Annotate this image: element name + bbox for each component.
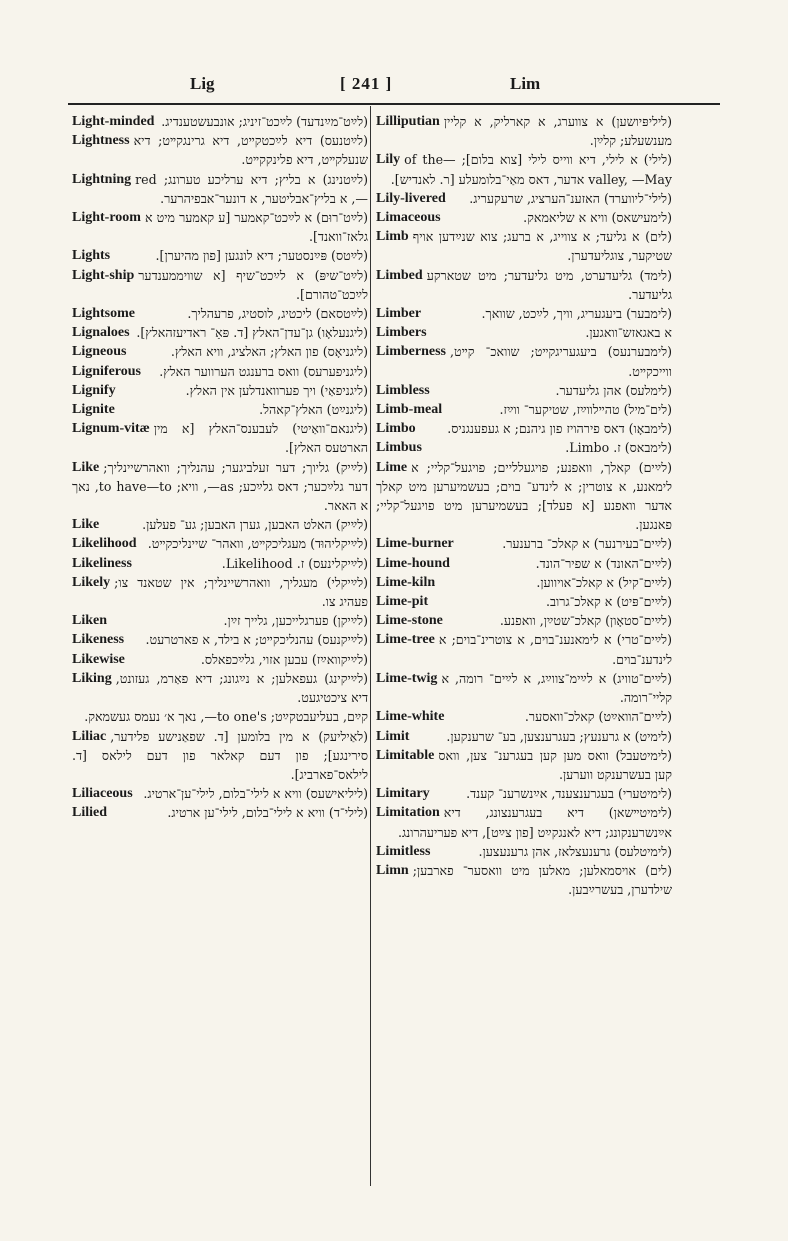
dictionary-entry <box>72 266 368 304</box>
entry-definition: (לײַיקן) פערגלייכען, גלייך זײַן. <box>223 613 368 629</box>
entry-headword: Lily-livered <box>376 190 446 206</box>
entry-definition: (לים) אויסמאלען; מאלען מיט וואסער־ פארבען; שילדערן, בעשרײַבען. <box>412 862 672 898</box>
entry-headword: Limbus <box>376 440 422 456</box>
entry-headword: Light-ship <box>72 267 135 283</box>
dictionary-entry <box>72 707 368 726</box>
dictionary-entry <box>376 266 672 304</box>
entry-headword: Likewise <box>72 651 125 667</box>
entry-definition: (לײַיקנעס) עהנליכקײט; א בילד, א פארטרעט. <box>145 632 368 648</box>
dictionary-entry <box>376 611 672 630</box>
dictionary-entry <box>376 746 672 784</box>
entry-headword: Lime-kiln <box>376 574 436 590</box>
entry-definition: (לײַים־בעירנער) א קאלכ־ ברענער. <box>502 536 672 552</box>
entry-headword: Like <box>72 517 100 533</box>
entry-definition: (ליגניפערעס) וואס ברענגט הערווער האלץ. <box>159 363 368 379</box>
entry-headword: Lilliputian <box>376 114 440 129</box>
entry-headword: Lightsome <box>72 306 135 322</box>
dictionary-entry <box>376 112 672 150</box>
entry-definition: (לײַים־טרי) א לימאנענ־בוים, א צוטרינ־בוים; א לינדענ־בוים. <box>438 632 672 667</box>
entry-definition: (לימבערנעס) ביעגעריגקײט; שוואכ־ קײט, ווייכקײט. <box>450 344 672 379</box>
entry-headword: Light-minded <box>72 114 155 129</box>
dictionary-entry <box>72 515 368 534</box>
entry-headword: Limb-meal <box>376 402 443 418</box>
page-header <box>70 74 718 98</box>
dictionary-entry <box>376 150 672 188</box>
entry-definition: (לײַטנינג) א בליץ; דיא ערליכע טערונג; red —, א בליץ־אבליטער, א דונער־אבפיהרער. <box>135 171 368 206</box>
entry-headword: Light-room <box>72 210 141 226</box>
entry-definition: (לימבער) ביעגעריג, וויך, לײַכט, שוואך. <box>481 306 672 322</box>
dictionary-entry <box>376 323 672 342</box>
entry-headword: Limb <box>376 229 409 245</box>
dictionary-entry <box>72 458 368 516</box>
dictionary-entry <box>376 458 672 535</box>
entry-headword: Lignum-vitæ <box>72 421 150 437</box>
entry-headword: Likeness <box>72 632 125 648</box>
column-divider <box>370 106 371 1186</box>
dictionary-entry <box>72 381 368 400</box>
entry-headword: Like <box>72 459 100 475</box>
entry-headword: Lime-pit <box>376 594 429 610</box>
entry-headword: Lime <box>376 459 408 475</box>
entry-headword: Ligneous <box>72 344 127 360</box>
dictionary-entry <box>72 784 368 803</box>
dictionary-entry <box>72 611 368 630</box>
entry-definition: (לײַיקינג) געפאלען; א נײַגונג; דיא פאַרמ, געזונט, דיא ציכטיגעט. <box>115 670 368 706</box>
entry-definition: (ליגניאָס) פון האלץ; האלציג, וויא האלץ. <box>170 344 368 360</box>
dictionary-entry <box>72 131 368 169</box>
dictionary-entry <box>72 554 368 573</box>
entry-definition: (לײַים־סטאָון) קאלכ־שטײַן, וואפנע. <box>499 613 672 629</box>
entry-definition: (לײַיקוואײַז) עבען אזוי, גלײַכפאלס. <box>200 651 368 667</box>
entry-headword: Limbo <box>376 421 416 437</box>
entry-headword: Lily <box>376 152 401 168</box>
page-number: [ 241 ] <box>340 74 393 93</box>
dictionary-entry <box>72 400 368 419</box>
entry-definition: (לילי) א לילי, דיא ווייס לילי [צוא בלום]; —of the valley, —May אדער, דאס מאַי־בלומעלע [ר. לאנדיש]. <box>390 152 672 187</box>
entry-definition: (לײַים־הוואײַט) קאלכ־וואסער. <box>524 709 672 725</box>
dictionary-entry <box>376 400 672 419</box>
dictionary-entry <box>72 362 368 381</box>
dictionary-entry <box>376 419 672 438</box>
dictionary-entry <box>72 170 368 208</box>
dictionary-entry <box>376 189 672 208</box>
entry-definition: (ליגנעלאָו) גן־עדן־האלץ [ד. פּאַ־ ראדיעזהאלץ]. <box>136 325 368 341</box>
dictionary-entry <box>376 784 672 803</box>
right-column <box>376 112 672 899</box>
entry-definition: (ליליאישעס) וויא א לילי־בלום, לילי־ען־ארטיג. <box>143 786 368 802</box>
entry-definition: (לימיטעבל) וואס מען קען בעגרענ־ צען, וואס קען בעשרענקט ווערען. <box>438 747 672 782</box>
dictionary-entry <box>72 727 368 785</box>
entry-definition: (לײַיקליהוּד) מעגליכקײט, וואהר־ שיינליכקײט. <box>147 536 368 552</box>
entry-headword: Lignaloes <box>72 325 130 341</box>
entry-definition: א באגאזש־וואגען. <box>585 325 672 341</box>
header-rule <box>68 103 720 105</box>
entry-definition: (לײַטס) פּײַנסטער; דיא לונגען [פון מהיערן]. <box>155 248 368 264</box>
entry-definition: (לײַים) קאלך, וואפנע; פויגעלליים; פויגעל־קליי; א לימאנע, א צוטרין; א לינדע־ בוים; בעשמיערען מיט קאלך אדער וואפנע [א פעלד]; בעשמיערען מיט פויגעל־קליי; פאנגען. <box>376 459 672 533</box>
entry-headword: Lime-white <box>376 709 445 725</box>
dictionary-entry <box>72 323 368 342</box>
entry-definition: (לימיטלעס) גרענעצלאז, אהן גרענעצען. <box>478 843 672 859</box>
entry-headword: Lightness <box>72 133 130 149</box>
entry-definition: (לײַיק) גליוך; דער זעלביגער; עהנליך; וואהרשיינליך; דער גלײַכער; דאס גלײַכע; as—, וויא; to have—to, נאך א האאר. <box>72 459 368 514</box>
entry-headword: Limbed <box>376 267 423 283</box>
entry-definition: (לײַטנעס) דיא לײַכטקײט, דיא גרינגקײט; דיא שנעלקײט, דיא פלינקקײט. <box>133 133 368 168</box>
entry-headword: Lilied <box>72 805 108 821</box>
entry-definition: (לימיט) א גרענעץ; בעגרענצען, בע־ שרענקען. <box>446 728 672 744</box>
entry-definition: (לײַט־שיפּ) א לײַכט־שיף [א שוויממענדער לײַכט־טהורם]. <box>138 267 368 302</box>
dictionary-entry <box>72 112 368 131</box>
entry-definition: (לימיטײשאן) דיא בעגרענצונג, דיא אײַנשרענקונג; דיא לאנגקײַט [פון צײַט], דיא פעריעהרונג. <box>397 805 672 840</box>
dictionary-entry <box>376 554 672 573</box>
entry-headword: Ligniferous <box>72 363 141 379</box>
entry-definition: (לײַים־טוויג) א לײַימ־צווײַג, א לײַים־ רומה, א קליי־רומה. <box>441 670 672 706</box>
entry-headword: Limber <box>376 306 422 322</box>
entry-headword: Limitable <box>376 747 435 763</box>
entry-headword: Limbers <box>376 325 427 341</box>
entry-definition: (ליגניפאַי) ויך פערוואנדלען אין האלץ. <box>185 382 368 398</box>
dictionary-entry <box>376 573 672 592</box>
entry-definition: (לײַיקלי) מעגליך, וואהרשיינליך; אין שטאנד צו; פעהיג צו. <box>114 574 368 610</box>
dictionary-entry <box>72 650 368 669</box>
entry-definition: (לײַים־האונד) א שפיר־הונד. <box>535 555 672 571</box>
dictionary-entry <box>376 630 672 668</box>
entry-definition: (לײַט־רוּם) א לײַכט־קאמער [ע קאמער מיט א גלאז־וואנד]. <box>144 210 368 245</box>
dictionary-entry <box>72 534 368 553</box>
dictionary-entry <box>72 342 368 361</box>
dictionary-entry <box>72 630 368 649</box>
entry-definition: (לים) א גליעד; א צווייג, א ברעג; צוא שנײַדען אויף שטיקער, צוגליעדערן. <box>412 229 672 264</box>
header-left-word: Lig <box>190 74 215 93</box>
entry-definition: (לײַיקלינעס) ז. Likelihood. <box>221 555 368 571</box>
entry-headword: Liliac <box>72 728 107 744</box>
dictionary-entry <box>376 342 672 380</box>
entry-definition: (ליגנײַט) האלץ־קאהל. <box>259 402 368 418</box>
entry-definition: (לײַט־מײַנדעד) לײַכט־זיניג; אונבעשטענדיג. <box>161 114 368 129</box>
dictionary-entry <box>72 208 368 246</box>
entry-headword: Likely <box>72 574 111 590</box>
entry-definition: (לימד) גליעדערט, מיט גליעדער; מיט שטארקע גליעדער. <box>426 267 672 302</box>
entry-headword: Limberness <box>376 344 446 360</box>
entry-headword: Limitary <box>376 786 430 802</box>
dictionary-entry <box>72 803 368 822</box>
entry-definition: (לימבאס) ז. Limbo. <box>565 440 672 456</box>
dictionary-entry <box>376 842 672 861</box>
entry-headword: Lime-tree <box>376 632 435 648</box>
header-right-word: Lim <box>510 74 541 93</box>
dictionary-entry <box>376 803 672 841</box>
entry-definition: (לימלעס) אהן גליעדער. <box>555 382 672 398</box>
entry-definition: (ליגנאם־וואַיטי) לעבענס־האלץ [א מין הארטעס האלץ]. <box>153 421 368 456</box>
entry-headword: Liliaceous <box>72 786 133 802</box>
dictionary-entry <box>376 707 672 726</box>
entry-headword: Limit <box>376 728 410 744</box>
entry-definition: (לײַים־פּיט) א קאלכ־גרוב. <box>545 594 672 610</box>
entry-definition: (לילי־ליווערד) האזענ־הערציג, שרעקעריג. <box>469 190 672 206</box>
entry-headword: Lime-hound <box>376 555 450 571</box>
entry-headword: Lime-stone <box>376 613 443 629</box>
entry-definition: (לימיטערי) בעגרענצענד, אײַנשרענ־ קענד. <box>466 786 672 802</box>
entry-definition: (לימבאָו) דאס פירהויז פון גיהנם; א געפענגניס. <box>447 421 672 437</box>
entry-headword: Limitless <box>376 843 431 859</box>
dictionary-entry <box>72 304 368 323</box>
entry-definition: (לים־מיל) טהײלװײַז, שטיקער־ ווײַז. <box>499 402 672 418</box>
dictionary-entry <box>376 534 672 553</box>
entry-definition: (ליליפּיושען) א צווערג, א קארליק, א קליין מענשעלע; קלײַן. <box>443 114 672 149</box>
entry-headword: Lime-twig <box>376 670 438 686</box>
entry-headword: Likeliness <box>72 555 132 571</box>
entry-headword: Limn <box>376 862 409 878</box>
entry-definition: (לײַטסאם) ליכטיג, לוסטיג, פרעהליך. <box>187 306 368 322</box>
dictionary-entry <box>376 438 672 457</box>
dictionary-entry <box>376 227 672 265</box>
dictionary-entry <box>376 304 672 323</box>
dictionary-entry <box>376 208 672 227</box>
dictionary-entry <box>376 727 672 746</box>
dictionary-entry <box>376 592 672 611</box>
entry-headword: Limbless <box>376 382 430 398</box>
entry-headword: Lightning <box>72 171 132 187</box>
entry-headword: Liking <box>72 670 112 686</box>
dictionary-entry <box>376 669 672 707</box>
dictionary-entry <box>72 419 368 457</box>
dictionary-entry <box>376 861 672 899</box>
entry-definition: (לײַיק) האלט האבען, גערן האבען; גע־ פעלען. <box>142 517 368 533</box>
entry-headword: Lignite <box>72 402 115 418</box>
dictionary-entry <box>376 381 672 400</box>
entry-definition: (לימעישאס) וויא א שליאמאק. <box>523 210 672 226</box>
dictionary-entry <box>72 246 368 265</box>
entry-headword: Limitation <box>376 805 440 821</box>
entry-definition: (לילי־ד) וויא א לילי־בלום, לילי־ען ארטיג. <box>167 805 368 821</box>
dictionary-entry <box>72 669 368 707</box>
entry-definition: (לײַים־קיל) א קאלכ־אויווען. <box>536 574 672 590</box>
dictionary-entry <box>72 573 368 611</box>
entry-headword: Liken <box>72 613 108 629</box>
entry-headword: Limaceous <box>376 210 441 226</box>
entry-headword: Lights <box>72 248 111 264</box>
entry-headword: Lime-burner <box>376 536 454 552</box>
entry-headword: Lignify <box>72 382 116 398</box>
entry-headword: Likelihood <box>72 536 137 552</box>
entry-definition: (לאַיליעק) א מין בלומען [ד. שפאַנישע פלידער, סירינגע]; פון דעם קאלאר פון דעם לילאס [ד. לילאס־פארביג]. <box>72 728 368 782</box>
left-column <box>72 112 368 823</box>
entry-definition: קײַם, בעליעבטקײַט; to one's—, נאך א׳ נעמס געשמאק. <box>84 709 368 725</box>
